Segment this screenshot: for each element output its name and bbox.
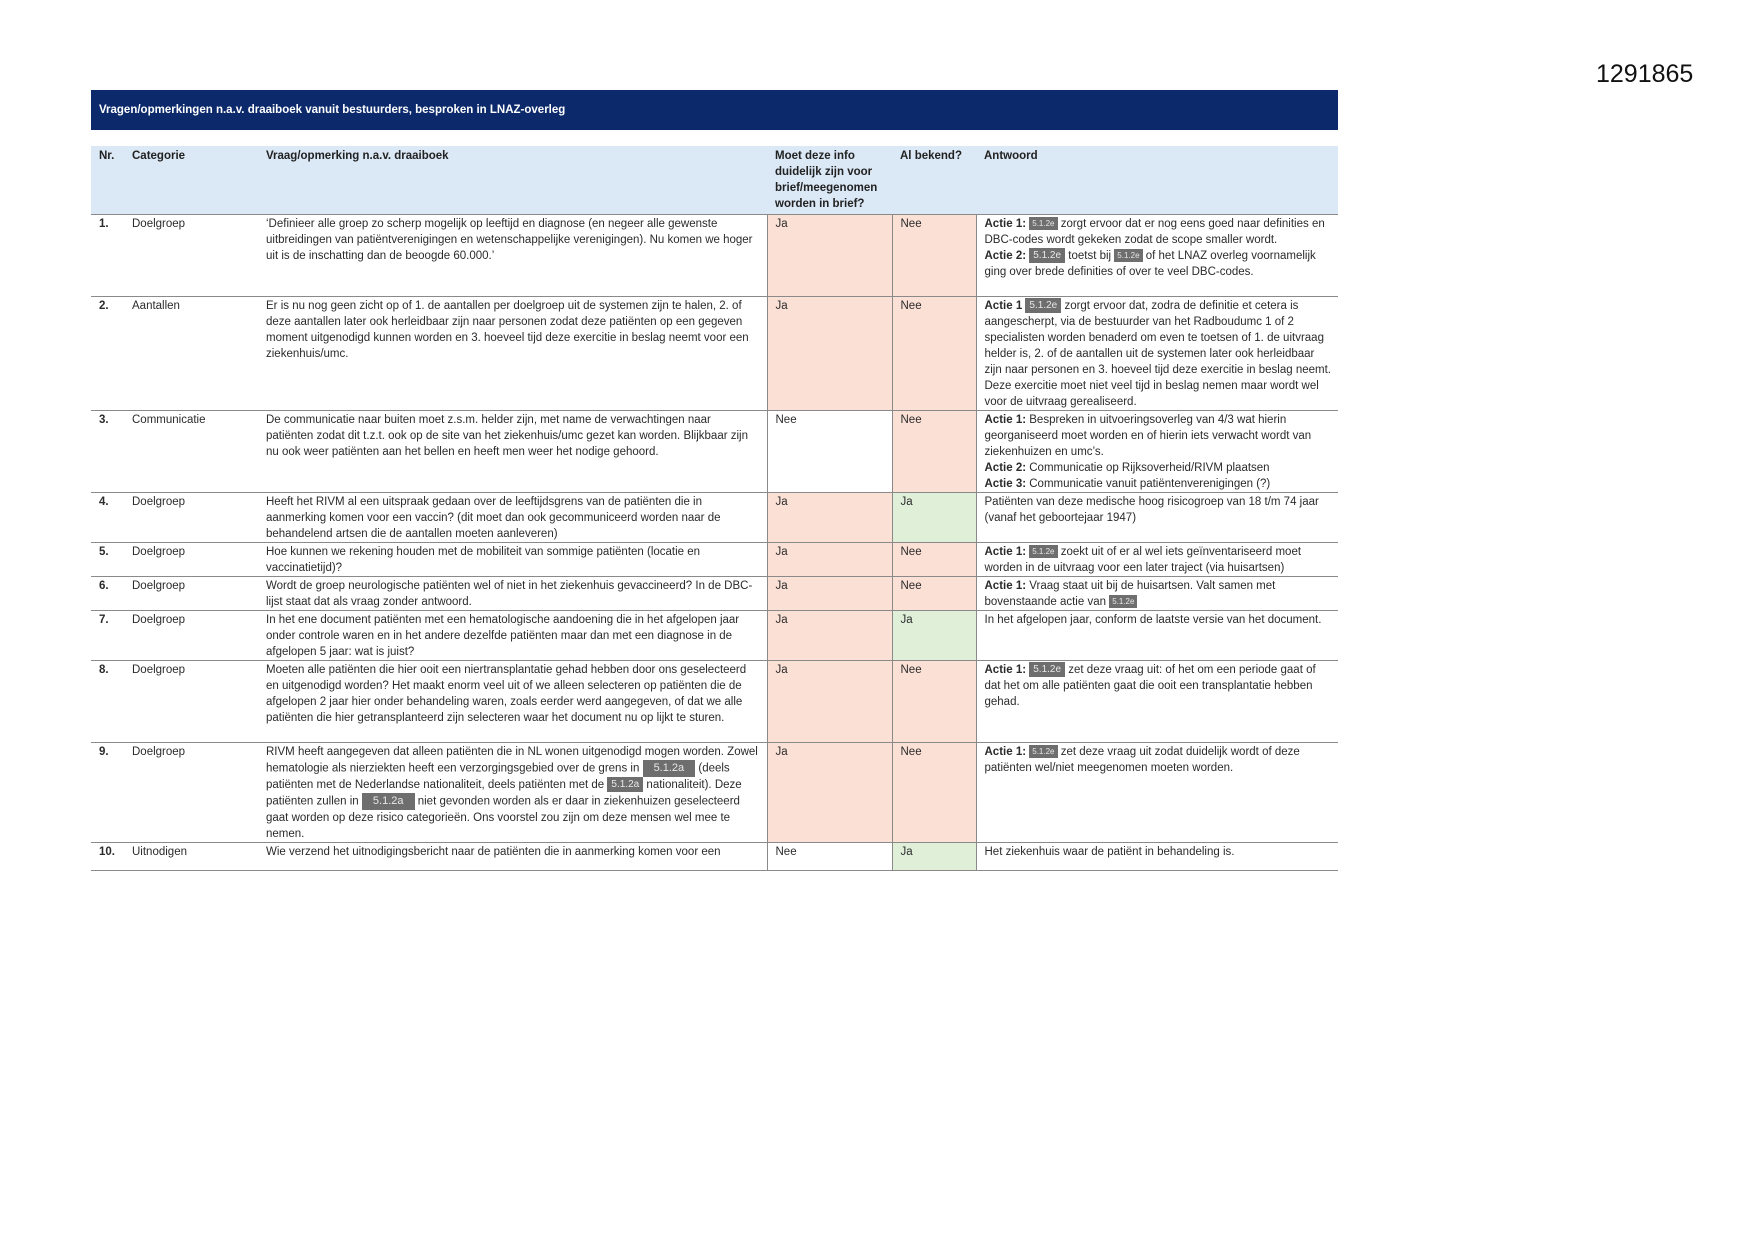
action-label: Actie 3:: [984, 478, 1027, 490]
row-vraag: De communicatie naar buiten moet z.s.m. helder zijn, met name de verwachtingen naar patiënten zodat dit t.z.t. ook op de site van het ziekenhuis/umc gezet kan worden. Blijkbaar zijn nu ook weer patiënten aan het bellen en heeft men weer het nodige gehoord.: [258, 411, 767, 493]
row-antwoord: Patiënten van deze medische hoog risicogroep van 18 t/m 74 jaar (vanaf het geboortejaar 1947): [976, 493, 1338, 543]
row-number: 3.: [91, 411, 124, 493]
table-title: Vragen/opmerkingen n.a.v. draaiboek vanuit bestuurders, besproken in LNAZ-overleg: [91, 90, 1338, 130]
row-antwoord: [976, 543, 1338, 577]
header-bekend: Al bekend?: [892, 146, 976, 215]
redaction-box: 5.1.2e: [1029, 217, 1057, 230]
action-label: Actie 1:: [984, 664, 1027, 676]
row-bekend: Nee: [892, 411, 976, 493]
row-moet: Ja: [767, 493, 892, 543]
action-label: Actie 1: [984, 300, 1023, 312]
row-categorie: Doelgroep: [124, 661, 258, 743]
row-number: 2.: [91, 297, 124, 411]
row-vraag: Heeft het RIVM al een uitspraak gedaan over de leeftijdsgrens van de patiënten die in aanmerking komen voor een vaccin? (dit moet dan ook gecommuniceerd worden naar de behandelend artsen die de aantallen moeten aanleveren): [258, 493, 767, 543]
header-nr: Nr.: [91, 146, 124, 215]
row-vraag: [258, 743, 767, 843]
row-antwoord: [976, 215, 1338, 297]
row-vraag: Wordt de groep neurologische patiënten wel of niet in het ziekenhuis gevaccineerd? In de DBC-lijst staat dat als vraag zonder antwoord.: [258, 577, 767, 611]
row-antwoord: Het ziekenhuis waar de patiënt in behandeling is.: [976, 843, 1338, 871]
header-antwoord: Antwoord: [976, 146, 1338, 215]
row-number: 10.: [91, 843, 124, 871]
action-text: zorgt ervoor dat, zodra de definitie et cetera is aangescherpt, via de bestuurder van het Radboudumc 1 of 2 specialisten worden benaderd om even te toetsen of 1. de uitvraag helder is, 2. of de aantallen uit de systemen later ook herleidbaar zijn naar personen en 3. hoeveel tijd deze exercitie in beslag neemt. Deze exercitie moet niet veel tijd in beslag nemen maar wordt wel voor de uitvraag gerealiseerd.: [984, 300, 1331, 408]
row-number: 7.: [91, 611, 124, 661]
row-bekend: Nee: [892, 577, 976, 611]
action-label: Actie 1:: [984, 546, 1027, 558]
row-vraag: Hoe kunnen we rekening houden met de mobiliteit van sommige patiënten (locatie en vaccinatietijd)?: [258, 543, 767, 577]
row-moet: Ja: [767, 297, 892, 411]
row-categorie: Aantallen: [124, 297, 258, 411]
row-moet: Ja: [767, 611, 892, 661]
vraag-text: (deels patiënten met de Nederlandse nationaliteit, deels patiënten met de: [266, 762, 730, 791]
action-text: toetst bij: [1068, 250, 1112, 262]
row-bekend: Nee: [892, 743, 976, 843]
row-moet: Ja: [767, 543, 892, 577]
row-antwoord: [976, 577, 1338, 611]
header-moet: Moet deze info duidelijk zijn voor brief/meegenomen worden in brief?: [767, 146, 892, 215]
table-row: [91, 843, 1338, 871]
redaction-box: 5.1.2e: [1025, 298, 1061, 313]
row-moet: Ja: [767, 661, 892, 743]
row-number: 5.: [91, 543, 124, 577]
row-bekend: Ja: [892, 493, 976, 543]
action-label: Actie 2:: [984, 462, 1027, 474]
row-moet: Nee: [767, 843, 892, 871]
action-text: zet deze vraag uit: of het om een periode gaat of dat het om alle patiënten gaat die ooit een transplantatie hebben gehad.: [984, 664, 1316, 708]
table-row: [91, 577, 1338, 611]
row-categorie: Doelgroep: [124, 577, 258, 611]
action-text: zoekt uit of er al wel iets geïnventariseerd moet worden in de uitvraag voor een later traject (via huisartsen): [984, 546, 1302, 574]
table-row: [91, 493, 1338, 543]
header-row: [91, 146, 1338, 215]
row-vraag: ‘Definieer alle groep zo scherp mogelijk op leeftijd en diagnose (en negeer alle gewenste uitbreidingen van patiëntverenigingen en wetenschappelijke verenigingen). Nu komen we hoger uit is de inschatting dan de beoogde 60.000.’: [258, 215, 767, 297]
row-number: 4.: [91, 493, 124, 543]
redaction-box: 5.1.2a: [362, 793, 415, 810]
row-categorie: Doelgroep: [124, 493, 258, 543]
row-antwoord: [976, 411, 1338, 493]
table-row: [91, 543, 1338, 577]
action-text: Bespreken in uitvoeringsoverleg van 4/3 wat hierin georganiseerd moet worden en of hierin iets verwacht wordt van ziekenhuizen en umc’s.: [984, 414, 1312, 458]
row-categorie: Uitnodigen: [124, 843, 258, 871]
row-number: 9.: [91, 743, 124, 843]
row-moet: Ja: [767, 215, 892, 297]
row-bekend: Ja: [892, 611, 976, 661]
action-label: Actie 2:: [984, 250, 1027, 262]
row-vraag: Wie verzend het uitnodigingsbericht naar de patiënten die in aanmerking komen voor een: [258, 843, 767, 871]
row-bekend: Nee: [892, 297, 976, 411]
row-number: 8.: [91, 661, 124, 743]
action-text: Communicatie op Rijksoverheid/RIVM plaatsen: [1029, 462, 1270, 474]
redaction-box: 5.1.2e: [1114, 249, 1142, 262]
row-bekend: Nee: [892, 543, 976, 577]
redaction-box: 5.1.2a: [643, 760, 696, 777]
questions-table: [91, 146, 1338, 871]
row-moet: Ja: [767, 743, 892, 843]
action-text: zorgt ervoor dat er nog eens goed naar definities en DBC-codes wordt gekeken zodat de scope smaller wordt.: [984, 218, 1325, 246]
row-categorie: Doelgroep: [124, 215, 258, 297]
redaction-box: 5.1.2e: [1029, 248, 1065, 263]
table-row: [91, 611, 1338, 661]
row-antwoord: In het afgelopen jaar, conform de laatste versie van het document.: [976, 611, 1338, 661]
table-row: [91, 297, 1338, 411]
table-row: [91, 215, 1338, 297]
document-number: 1291865: [1596, 60, 1694, 88]
row-vraag: Er is nu nog geen zicht op of 1. de aantallen per doelgroep uit de systemen zijn te halen, 2. of deze aantallen later ook herleidbaar zijn naar personen zodat deze patiënten op een gegeven moment uitgenodigd kunnen worden en 3. hoeveel tijd deze exercitie in beslag neemt voor een ziekenhuis/umc.: [258, 297, 767, 411]
row-vraag: In het ene document patiënten met een hematologische aandoening die in het afgelopen jaar onder controle waren en in het andere dezelfde patiënten maar dan met een diagnose in de afgelopen 5 jaar: wat is juist?: [258, 611, 767, 661]
redaction-box: 5.1.2e: [1109, 595, 1137, 608]
header-vraag: Vraag/opmerking n.a.v. draaiboek: [258, 146, 767, 215]
row-antwoord: [976, 661, 1338, 743]
action-label: Actie 1:: [984, 580, 1027, 592]
row-categorie: Doelgroep: [124, 743, 258, 843]
vraag-text: nationaliteit). Deze patiënten zullen in: [266, 779, 742, 808]
row-categorie: Doelgroep: [124, 611, 258, 661]
header-categorie: Categorie: [124, 146, 258, 215]
row-number: 6.: [91, 577, 124, 611]
row-bekend: Nee: [892, 215, 976, 297]
row-antwoord: [976, 743, 1338, 843]
action-text: of het LNAZ overleg voornamelijk ging over brede definities of over te veel DBC-codes.: [984, 250, 1316, 278]
row-bekend: Ja: [892, 843, 976, 871]
redaction-box: 5.1.2e: [1029, 745, 1057, 758]
row-moet: Nee: [767, 411, 892, 493]
table-row: [91, 661, 1338, 743]
row-bekend: Nee: [892, 661, 976, 743]
action-label: Actie 1:: [984, 414, 1027, 426]
vraag-text: niet gevonden worden als er daar in ziekenhuizen geselecteerd gaat worden op deze risico categorieën. Ons voorstel zou zijn om deze mensen wel mee te nemen.: [266, 795, 740, 840]
action-label: Actie 1:: [984, 218, 1027, 230]
vraag-text: RIVM heeft aangegeven dat alleen patiënten die in NL wonen uitgenodigd mogen worden. Zowel hematologie als nierziekten heeft een verzorgingsgebied over de grens in: [266, 746, 758, 775]
row-vraag: Moeten alle patiënten die hier ooit een niertransplantatie gehad hebben door ons geselecteerd en uitgenodigd worden? Het maakt enorm veel uit of we alleen selecteren op patiënten die de afgelopen 2 jaar hier onder behandeling waren, zoals eerder werd aangegeven, of dat we alle patiënten die hier getransplanteerd zijn selecteren waar het document nu op lijkt te sturen.: [258, 661, 767, 743]
redaction-box: 5.1.2e: [1029, 545, 1057, 558]
table-row: [91, 411, 1338, 493]
redaction-box: 5.1.2a: [607, 777, 643, 792]
action-text: Vraag staat uit bij de huisartsen. Valt samen met bovenstaande actie van: [984, 580, 1276, 608]
action-text: zet deze vraag uit zodat duidelijk wordt of deze patiënten wel/niet meegenomen moeten worden.: [984, 746, 1300, 774]
action-label: Actie 1:: [984, 746, 1027, 758]
redaction-box: 5.1.2e: [1029, 662, 1065, 677]
action-text: Communicatie vanuit patiëntenverenigingen (?): [1029, 478, 1271, 490]
table-row: [91, 743, 1338, 843]
row-categorie: Doelgroep: [124, 543, 258, 577]
row-moet: Ja: [767, 577, 892, 611]
row-number: 1.: [91, 215, 124, 297]
row-antwoord: [976, 297, 1338, 411]
row-categorie: Communicatie: [124, 411, 258, 493]
